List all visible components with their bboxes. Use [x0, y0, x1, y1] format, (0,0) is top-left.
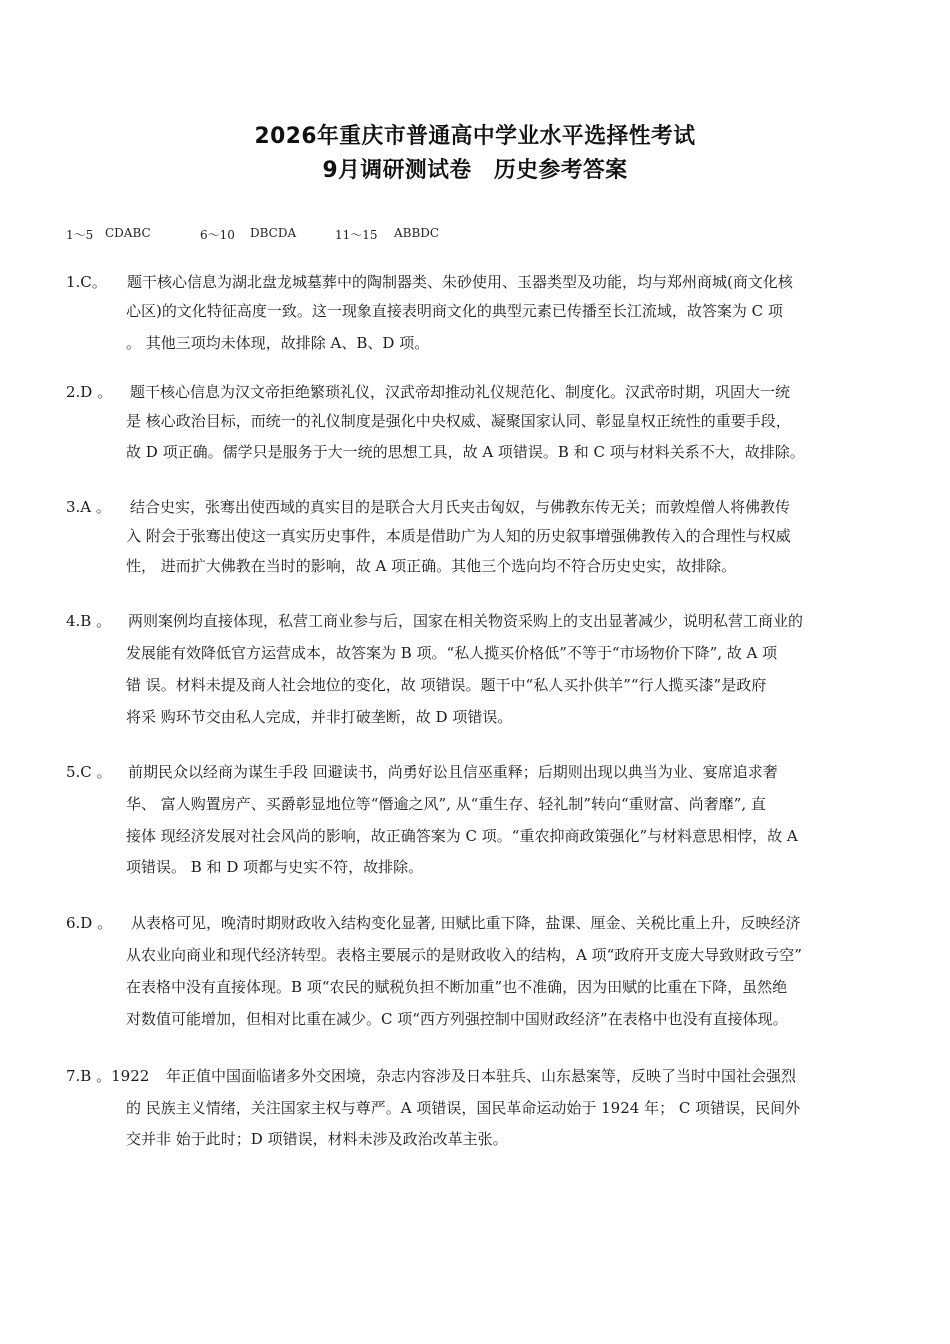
item-line: 是 核心政治目标，而统一的礼仪制度是强化中央权威、凝聚国家认同、彰显皇权正统性的重要手段，	[126, 412, 791, 430]
summary-range: 6～10	[200, 228, 235, 242]
summary-answers: CDABC	[105, 226, 151, 240]
item-line: 的 民族主义情绪，关注国家主权与尊严。A 项错误，国民革命运动始于 1924 年； C 项错误，民间外	[126, 1099, 801, 1117]
item-line: 对数值可能增加，但相对比重在减少。C 项“西方列强控制中国财政经济”在表格中也没有直接体现。	[126, 1010, 788, 1028]
item-line: 将采 购环节交由私人完成，并非打破垄断，故 D 项错误。	[126, 708, 513, 726]
item-line: 前期民众以经商为谋生手段 回避读书，尚勇好讼且信巫重释；后期则出现以典当为业、宴席追求奢	[128, 763, 778, 781]
summary-range: 11～15	[335, 228, 378, 242]
item-line: 错 误。材料未提及商人社会地位的变化，故 项错误。题干中“私人买扑供羊”“行人揽买漆”是政府	[126, 676, 767, 694]
item-line: 题干核心信息为湖北盘龙城墓葬中的陶制器类、朱砂使用、玉器类型及功能，均与郑州商城(商文化核	[127, 273, 793, 291]
item-label: 1.C。	[66, 273, 107, 291]
item-line: 入 附会于张骞出使这一真实历史事件，本质是借助广为人知的历史叙事增强佛教传入的合理性与权威	[126, 527, 791, 545]
item-line: 从农业向商业和现代经济转型。表格主要展示的是财政收入的结构，A 项“政府开支庞大导致财政亏空”	[126, 946, 802, 964]
item-label: 2.D 。	[66, 383, 113, 401]
page-title: 2026年重庆市普通高中学业水平选择性考试	[254, 124, 696, 149]
item-label: 4.B 。	[66, 612, 112, 630]
item-line: 交并非 始于此时；D 项错误，材料未涉及政治改革主张。	[126, 1130, 508, 1148]
summary-answers: DBCDA	[250, 226, 297, 240]
item-line: 项错误。 B 和 D 项都与史实不符，故排除。	[126, 858, 424, 876]
item-line: 故 D 项正确。儒学只是服务于大一统的思想工具，故 A 项错误。B 和 C 项与材料关系不大，故排除。	[126, 443, 805, 461]
item-line: 华、 富人购置房产、买爵彰显地位等“僭逾之风”, 从“重生存、轻礼制”转向“重财富、尚奢靡”, 直	[126, 795, 766, 813]
item-line: 接体 现经济发展对社会风尚的影响，故正确答案为 C 项。“重农抑商政策强化”与材料意思相悖，故 A	[126, 827, 798, 845]
item-line: 在表格中没有直接体现。B 项“农民的赋税负担不断加重”也不准确，因为田赋的比重在下降，虽然绝	[126, 978, 788, 996]
item-line: 两则案例均直接体现，私营工商业参与后，国家在相关物资采购上的支出显著减少，说明私营工商业的	[128, 612, 804, 630]
page-subtitle: 9月调研测试卷 历史参考答案	[322, 158, 628, 183]
summary-answers: ABBDC	[394, 226, 440, 240]
item-line: 。 其他三项均未体现，故排除 A、B、D 项。	[126, 334, 430, 352]
item-line: 结合史实，张骞出使西域的真实目的是联合大月氏夹击匈奴，与佛教东传无关；而敦煌僧人将佛教传	[130, 498, 791, 516]
item-line: 心区)的文化特征高度一致。这一现象直接表明商文化的典型元素已传播至长江流域，故答案为 C 项	[126, 302, 783, 320]
item-label: 5.C 。	[66, 763, 112, 781]
item-line: 从表格可见，晚清时期财政收入结构变化显著, 田赋比重下降，盐课、厘金、关税比重上升，反映经济	[131, 914, 801, 932]
item-line: 年正值中国面临诸多外交困境，杂志内容涉及日本驻兵、山东悬案等，反映了当时中国社会强烈	[166, 1067, 797, 1085]
item-line: 题干核心信息为汉文帝拒绝繁琐礼仪，汉武帝却推动礼仪规范化、制度化。汉武帝时期，巩固大一统	[130, 383, 791, 401]
summary-range: 1～5	[66, 228, 94, 242]
item-line: 发展能有效降低官方运营成本，故答案为 B 项。“私人揽买价格低”不等于“市场物价下降”, 故 A 项	[126, 644, 778, 662]
item-label: 6.D 。	[66, 914, 113, 932]
item-label: 7.B 。1922	[66, 1067, 150, 1085]
item-line: 性， 进而扩大佛教在当时的影响，故 A 项正确。其他三个选向均不符合历史史实，故排除。	[126, 557, 737, 575]
item-label: 3.A 。	[66, 498, 111, 516]
